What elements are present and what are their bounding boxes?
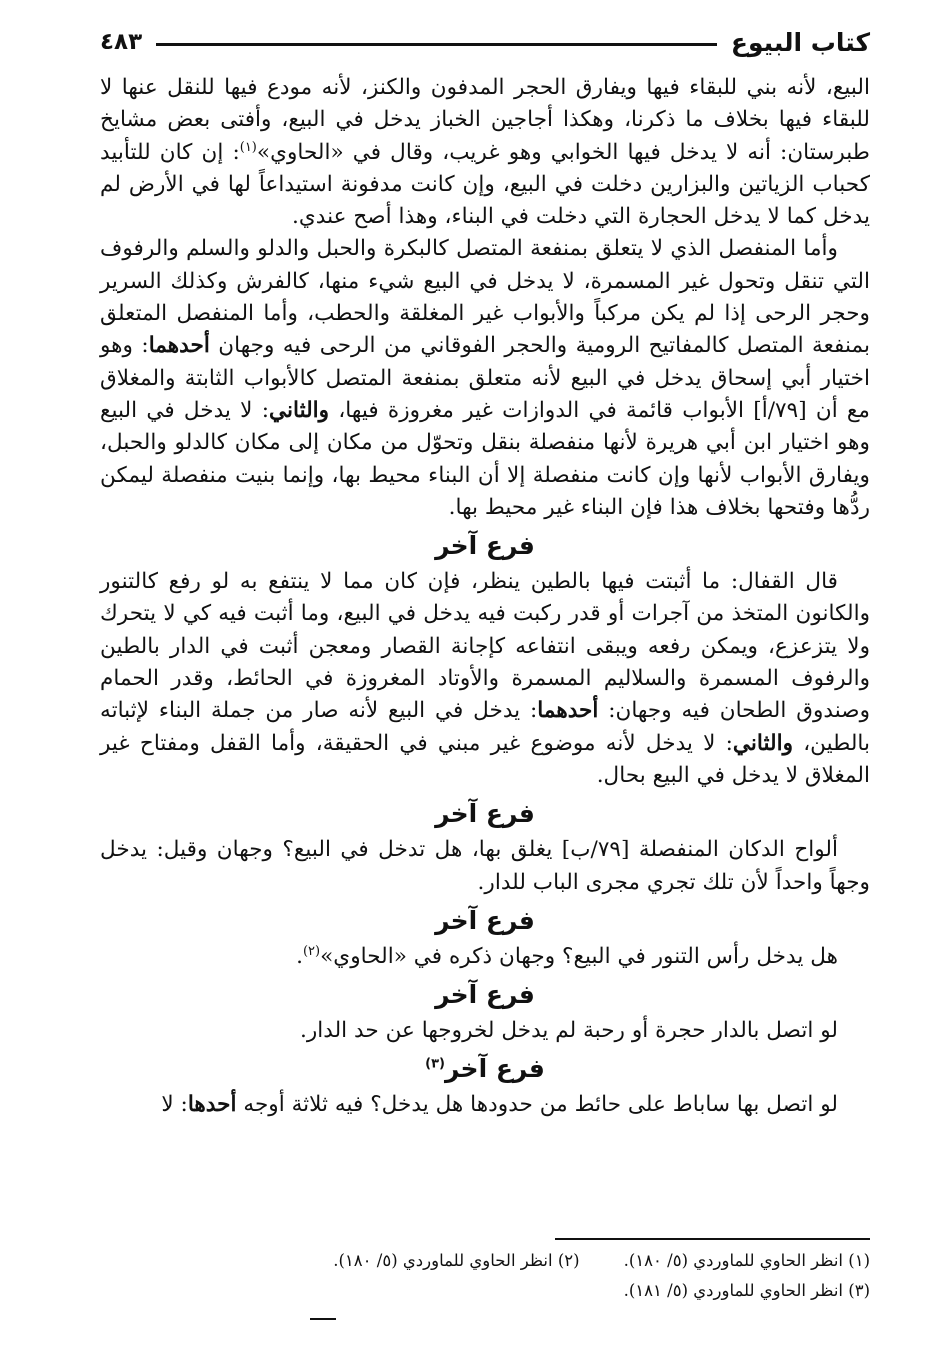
- section-heading: [100, 794, 870, 834]
- footnote-rule: [555, 1238, 870, 1240]
- section-heading: [100, 975, 870, 1015]
- paragraph: [100, 566, 870, 792]
- text-run: وأما المنفصل الذي لا يتعلق بمنفعة المتصل كالبكرة والحبل والدلو والسلم والرفوف التي تنقل وتحول غير المسمرة، لا يدخل في البيع شيء منها، كالفرش وكذلك السرير وحجر الرحى إذا لم يكن مركباً والأبواب غير المغلقة والحطب، وأما المنفصل المتعلق بمنفعة المتصل كالمفاتيح الرومية والحجر الفوقاني من الرحى فيه وجهان: [100, 236, 870, 359]
- keyword: والثاني: [732, 730, 794, 756]
- footnote-ref: (٣): [425, 1057, 445, 1073]
- book-page: [100, 22, 870, 1352]
- section-heading-text: فرع آخر: [435, 905, 535, 935]
- header-rule: [156, 43, 717, 46]
- keyword: والثاني: [268, 397, 330, 423]
- text-run: لو اتصل بالدار حجرة أو رحبة لم يدخل لخروجها عن حد الدار.: [299, 1018, 838, 1044]
- text-run: .: [296, 943, 303, 969]
- paragraph: [100, 1089, 870, 1121]
- keyword: أحدهما: [537, 698, 599, 724]
- footnote-2: (٢) انظر الحاوي للماوردي (٥/ ١٨٠).: [333, 1251, 580, 1270]
- keyword: أحدهما: [148, 333, 210, 359]
- chapter-title: كتاب البيوع: [730, 27, 870, 57]
- page-number: ٤٨٣: [100, 29, 143, 55]
- text-run: : لا: [161, 1092, 188, 1118]
- footnote-1: (١) انظر الحاوي للماوردي (٥/ ١٨٠).: [623, 1251, 870, 1270]
- text-run: : يدخل في البيع لأنه صار من جملة البناء لإثباته بالطين،: [100, 698, 871, 756]
- text-run: ألواح الدكان المنفصلة [٧٩/ب] يغلق بها، هل تدخل في البيع؟ وجهان وقيل: يدخل وجهاً واحداً لأن تلك تجري مجرى الباب للدار.: [100, 837, 870, 895]
- text-run: قال القفال: ما أثبتت فيها بالطين ينظر، فإن كان مما لا ينتفع به لو رفع كالتنور والكانون المتخذ من آجرات أو قدر ركبت فيه يدخل في البيع، وما أثبت فيه كي لا يتحرك ولا يتزعزع، ويمكن رفعه ويبقى انتفاعه كإجانة القصار ومعجن أثبت في الدار بالطين والرفوف المسمرة والسلاليم المسمرة والأوتاد المغروزة في الحائط، وقدر الحمام وصندوق الطحان فيه وجهان:: [100, 569, 870, 724]
- footnote-ref: (٢): [302, 943, 321, 959]
- footnotes: [100, 1238, 870, 1306]
- text-run: هل يدخل رأس التنور في البيع؟ وجهان ذكره في «الحاوي»: [320, 943, 838, 969]
- section-heading: [100, 1049, 870, 1089]
- section-heading-text: فرع آخر: [445, 1054, 545, 1084]
- section-heading-text: فرع آخر: [435, 980, 535, 1010]
- footnote-row: [100, 1246, 870, 1276]
- footnote-ref: (١): [239, 139, 257, 155]
- text-run: البيع، لأنه بني للبقاء فيها ويفارق الحجر المدفون والكنز، لأنه مودع فيها للنقل عنها لا للبقاء فيها بخلاف ما ذكرنا، وهكذا أجاجين الخباز يدخل في البيع، وأفتى بعض مشايخ طبرستان: أنه لا يدخل فيها الخوابي وهو غريب، وقال في «الحاوي»: [100, 75, 870, 165]
- keyword: أحدها: [187, 1092, 237, 1118]
- text-run: : إن كان للتأبيد كحباب الزياتين والبزارين دخلت في البيع، وإن كانت مدفونة استيداعاً لها في الأرض لم يدخل كما لا يدخل الحجارة التي دخلت في البناء، وهذا أصح عندي.: [100, 139, 870, 230]
- footnote-row: [100, 1276, 870, 1306]
- section-heading: [100, 526, 870, 566]
- text-run: لو اتصل بها ساباط على حائط من حدودها هل يدخل؟ فيه ثلاثة أوجه: [236, 1092, 838, 1118]
- page-bottom-mark: [310, 1318, 336, 1320]
- paragraph: [100, 233, 870, 524]
- section-heading-text: فرع آخر: [435, 799, 535, 829]
- paragraph: [100, 1015, 870, 1047]
- section-heading-text: فرع آخر: [435, 531, 535, 561]
- paragraph: [100, 834, 870, 899]
- running-header: [100, 22, 870, 62]
- paragraph: [100, 72, 870, 233]
- text-run: : وهو اختيار أبي إسحاق يدخل في البيع لأنه متعلق بمنفعة المتصل كالأبواب الثابتة والمغلاق مع أن [٧٩/أ] الأبواب قائمة في الدوازات غير مغروزة فيها،: [100, 333, 870, 423]
- text-run: : لا يدخل لأنه موضوع غير مبني في الحقيقة، وأما القفل ومفتاح غير المغلاق لا يدخل في البيع بحال.: [100, 730, 870, 788]
- footnote-3: (٣) انظر الحاوي للماوردي (٥/ ١٨١).: [623, 1281, 870, 1300]
- paragraph: [100, 941, 870, 973]
- text-run: : لا يدخل في البيع وهو اختيار ابن أبي هريرة لأنها منفصلة بنقل وتحوّل من مكان إلى مكان كالدلو والحبل، ويفارق الأبواب لأنها وإن كانت منفصلة إلا أن البناء محيط بها، وإنما بنيت منفصلة ليمكن ردُّها وفتحها بخلاف هذا فإن البناء غير محيط بها.: [100, 397, 870, 520]
- page-body: [100, 72, 870, 1122]
- section-heading: [100, 901, 870, 941]
